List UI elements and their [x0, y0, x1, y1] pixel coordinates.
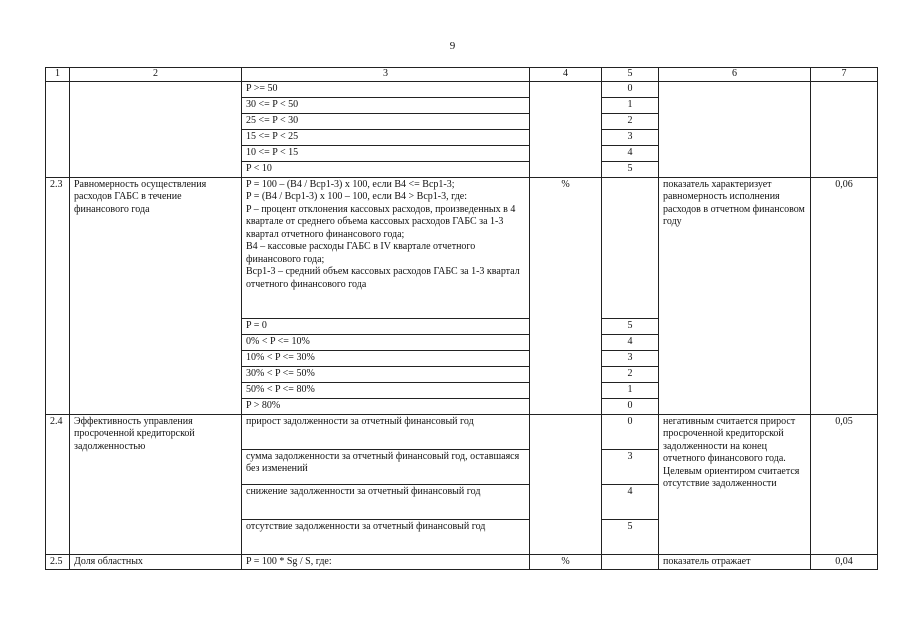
- score-cell: 2: [602, 113, 659, 129]
- weight-cell: 0,05: [811, 414, 878, 554]
- score-cell: 0: [602, 398, 659, 414]
- score-cell: 0: [602, 414, 659, 449]
- condition-cell: 50% < P <= 80%: [242, 382, 530, 398]
- score-cell: 5: [602, 519, 659, 554]
- num-cell: 2.3: [46, 177, 70, 414]
- name-cell: [70, 81, 242, 177]
- score-cell: 1: [602, 382, 659, 398]
- condition-cell: P >= 50: [242, 81, 530, 97]
- description-cell: [659, 81, 811, 177]
- criteria-table: [45, 67, 878, 570]
- name-cell: Доля областных: [70, 554, 242, 570]
- score-cell: 5: [602, 161, 659, 177]
- description-cell: негативным считается прирост просроченной кредиторской задолженности на конец отчетного финансового года. Целевым ориентиром считается отсутствие задолженности: [659, 414, 811, 554]
- name-cell: Эффективность управления просроченной кредиторской задолженностью: [70, 414, 242, 554]
- name-cell: Равномерность осуществления расходов ГАБС в течение финансового года: [70, 177, 242, 414]
- formula-line: P = 100 – (B4 / Bcp1-3) x 100, если B4 <= Bcp1-3;: [246, 178, 455, 190]
- condition-cell: прирост задолженности за отчетный финансовый год: [242, 414, 530, 449]
- unit-cell: [530, 414, 602, 554]
- num-cell: 2.5: [46, 554, 70, 570]
- formula-line: P = (B4 / Bcp1-3) x 100 – 100, если B4 > Bcp1-3, где:: [246, 191, 468, 202]
- description-cell: показатель отражает: [659, 554, 811, 570]
- condition-cell: сумма задолженности за отчетный финансовый год, оставшаяся без изменений: [242, 449, 530, 484]
- condition-cell: P = 0: [242, 318, 530, 334]
- condition-cell: 25 <= P < 30: [242, 113, 530, 129]
- formula-cell: [242, 177, 530, 318]
- condition-cell: 30 <= P < 50: [242, 97, 530, 113]
- formula-line: Bcp1-3 – средний объем кассовых расходов ГАБС за 1-3 квартал отчетного финансового года: [246, 266, 520, 290]
- score-cell: 3: [602, 449, 659, 484]
- condition-cell: отсутствие задолженности за отчетный финансовый год: [242, 519, 530, 554]
- formula-line: B4 – кассовые расходы ГАБС в IV квартале отчетного финансового года;: [246, 241, 476, 265]
- header-col-4: 4: [530, 68, 602, 82]
- table-row: [46, 554, 878, 570]
- weight-cell: [811, 81, 878, 177]
- score-cell: 5: [602, 318, 659, 334]
- description-cell: показатель характеризует равномерность исполнения расходов в отчетном финансовом году: [659, 177, 811, 414]
- score-cell: 0: [602, 81, 659, 97]
- header-row: [46, 68, 878, 82]
- header-col-2: 2: [70, 68, 242, 82]
- weight-cell: 0,06: [811, 177, 878, 414]
- unit-cell: %: [530, 177, 602, 414]
- score-cell: 3: [602, 129, 659, 145]
- table-row: [46, 81, 878, 97]
- weight-cell: 0,04: [811, 554, 878, 570]
- condition-cell: 15 <= P < 25: [242, 129, 530, 145]
- score-cell: 3: [602, 350, 659, 366]
- condition-cell: P > 80%: [242, 398, 530, 414]
- table-row: [46, 177, 878, 318]
- score-cell: 1: [602, 97, 659, 113]
- score-cell: 2: [602, 366, 659, 382]
- condition-cell: 10 <= P < 15: [242, 145, 530, 161]
- condition-cell: P < 10: [242, 161, 530, 177]
- header-col-1: 1: [46, 68, 70, 82]
- header-col-3: 3: [242, 68, 530, 82]
- num-cell: 2.4: [46, 414, 70, 554]
- condition-cell: снижение задолженности за отчетный финансовый год: [242, 484, 530, 519]
- condition-cell: 10% < P <= 30%: [242, 350, 530, 366]
- unit-cell: [530, 81, 602, 177]
- table-row: [46, 414, 878, 449]
- num-cell: [46, 81, 70, 177]
- header-col-5: 5: [602, 68, 659, 82]
- header-col-6: 6: [659, 68, 811, 82]
- score-cell: [602, 177, 659, 318]
- unit-cell: %: [530, 554, 602, 570]
- score-cell: [602, 554, 659, 570]
- header-col-7: 7: [811, 68, 878, 82]
- score-cell: 4: [602, 484, 659, 519]
- formula-line: P – процент отклонения кассовых расходов, произведенных в 4 квартале от среднего объема кассовых расходов ГАБС за 1-3 квартал отчетного финансового года;: [246, 203, 516, 240]
- formula-cell: P = 100 * Sg / S, где:: [242, 554, 530, 570]
- condition-cell: 30% < P <= 50%: [242, 366, 530, 382]
- page-number: 9: [449, 40, 456, 52]
- score-cell: 4: [602, 145, 659, 161]
- condition-cell: 0% < P <= 10%: [242, 334, 530, 350]
- score-cell: 4: [602, 334, 659, 350]
